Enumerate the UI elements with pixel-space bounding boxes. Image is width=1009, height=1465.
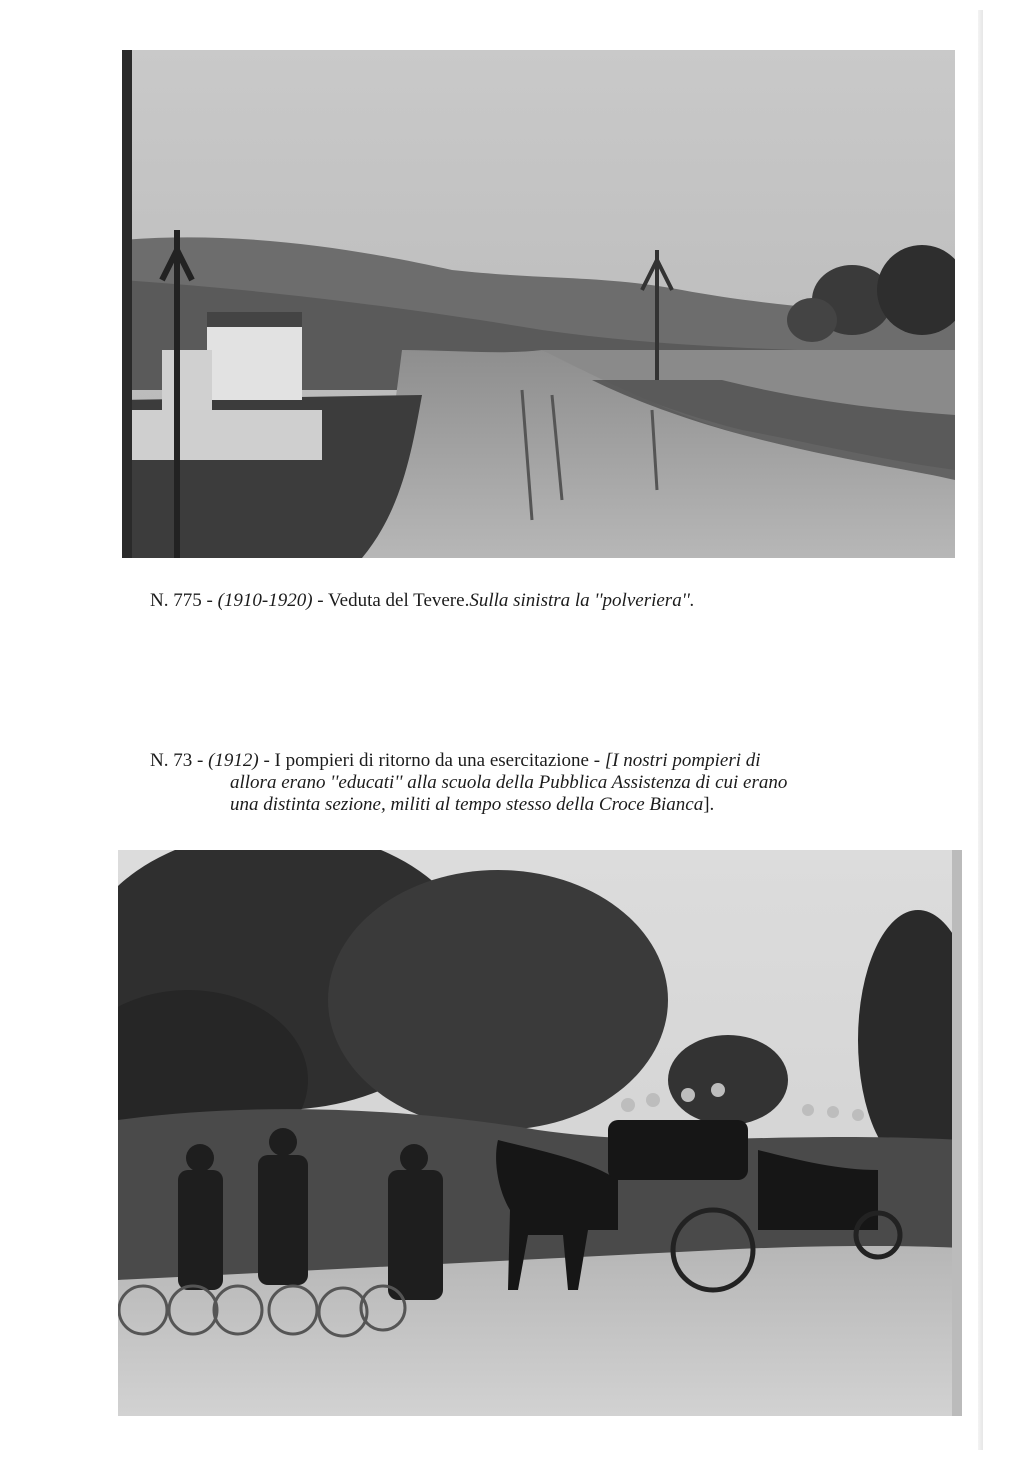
photo-firemen [118,850,962,1416]
caption-text: I pompieri di ritorno da una esercitazione - [274,750,605,771]
caption-separator: - [201,590,218,611]
caption-italic-text: Sulla sinistra la ''polveriera''. [469,590,695,611]
caption-italic-text: [I nostri pompieri di [604,750,761,771]
caption-date: (1912) [208,750,259,771]
caption-number: N. 775 [150,590,202,611]
caption-number: N. 73 [150,750,193,771]
caption-separator: - [192,750,209,771]
photo-tiber-river [122,50,955,558]
caption-line-2: allora erano ''educati'' alla scuola della Pubblica Assistenza di cui erano [230,772,788,793]
caption-separator: - [258,750,275,771]
caption-line-1 [150,750,925,772]
caption-italic-text: una distinta sezione, militi al tempo stesso della Croce Bianca [230,794,704,815]
caption-line-3 [150,794,925,816]
caption-photo-775 [150,590,695,612]
caption-photo-73 [150,750,925,816]
caption-text: Veduta del Tevere. [328,590,470,611]
caption-closing: ]. [703,794,715,815]
caption-separator: - [312,590,329,611]
page-edge [978,10,983,1450]
caption-date: (1910-1920) [217,590,313,611]
